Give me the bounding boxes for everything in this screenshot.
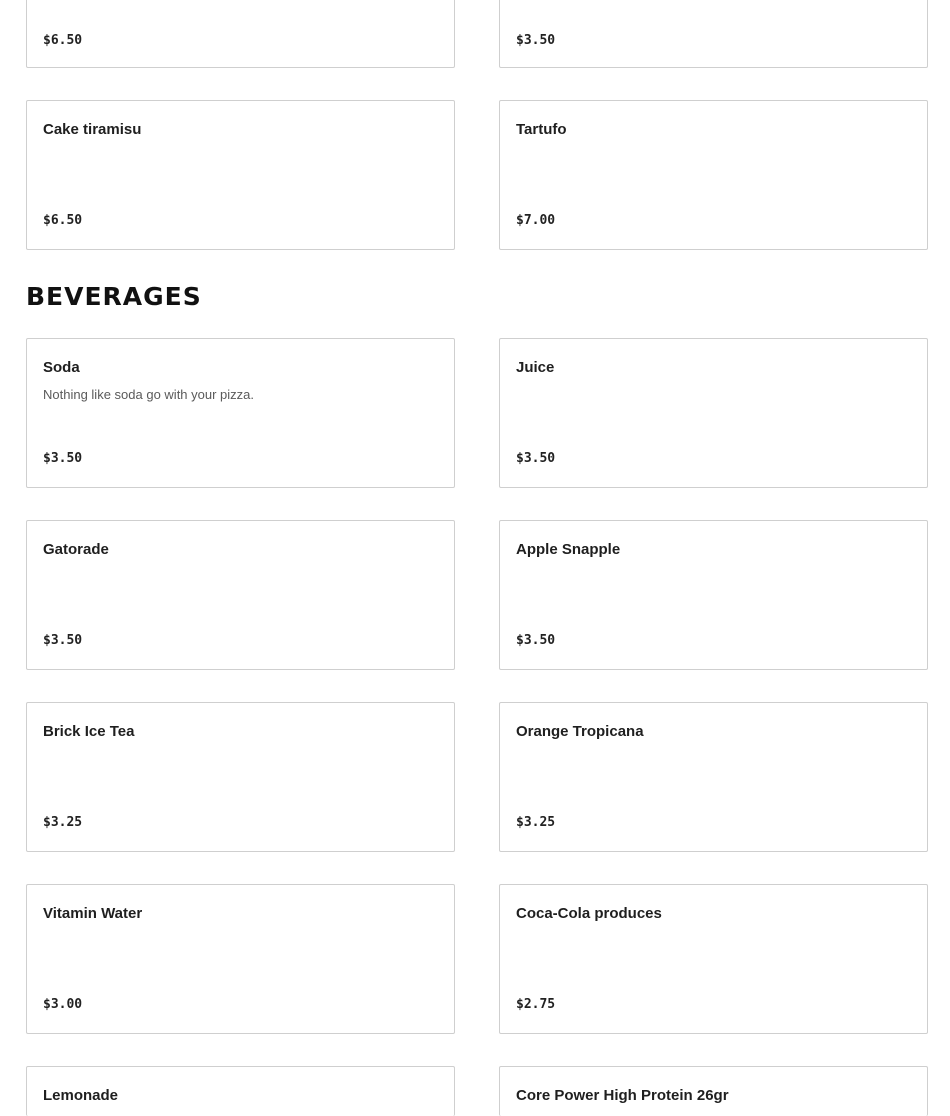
item-name: Vitamin Water	[43, 905, 143, 922]
item-name: Gatorade	[43, 541, 109, 558]
menu-item-card[interactable]	[499, 884, 928, 1034]
item-name: Lemonade	[43, 1087, 119, 1104]
section-title-beverages: BEVERAGES	[26, 282, 202, 311]
item-price: $3.50	[43, 451, 83, 466]
item-name: Core Power High Protein 26gr	[516, 1087, 729, 1104]
item-price: $6.50	[43, 213, 83, 228]
menu-item-card[interactable]	[499, 338, 928, 488]
menu-item-card[interactable]	[499, 702, 928, 852]
menu-item-card[interactable]	[26, 702, 455, 852]
item-price: $3.25	[516, 815, 556, 830]
item-price: $6.50	[43, 33, 83, 48]
item-name: Orange Tropicana	[516, 723, 644, 740]
item-name: Tartufo	[516, 121, 567, 138]
menu-item-card[interactable]	[499, 520, 928, 670]
item-name: Cake tiramisu	[43, 121, 142, 138]
menu-item-card[interactable]	[499, 0, 928, 68]
item-price: $3.50	[43, 633, 83, 648]
menu-item-card[interactable]	[499, 1066, 928, 1116]
menu-item-card[interactable]	[499, 100, 928, 250]
item-price: $3.50	[516, 33, 556, 48]
item-name: Juice	[516, 359, 555, 376]
item-price: $7.00	[516, 213, 556, 228]
menu-item-card[interactable]	[26, 884, 455, 1034]
item-price: $3.50	[516, 633, 556, 648]
item-price: $3.00	[43, 997, 83, 1012]
menu-item-card[interactable]	[26, 0, 455, 68]
item-price: $2.75	[516, 997, 556, 1012]
menu-item-card[interactable]	[26, 100, 455, 250]
item-description: Nothing like soda go with your pizza.	[43, 387, 255, 402]
item-price: $3.50	[516, 451, 556, 466]
item-name: Apple Snapple	[516, 541, 621, 558]
menu-item-card[interactable]	[26, 1066, 455, 1116]
item-name: Brick Ice Tea	[43, 723, 135, 740]
item-price: $3.25	[43, 815, 83, 830]
item-name: Coca-Cola produces	[516, 905, 662, 922]
menu-item-card[interactable]	[26, 520, 455, 670]
item-name: Soda	[43, 359, 80, 376]
menu-item-card[interactable]	[26, 338, 455, 488]
